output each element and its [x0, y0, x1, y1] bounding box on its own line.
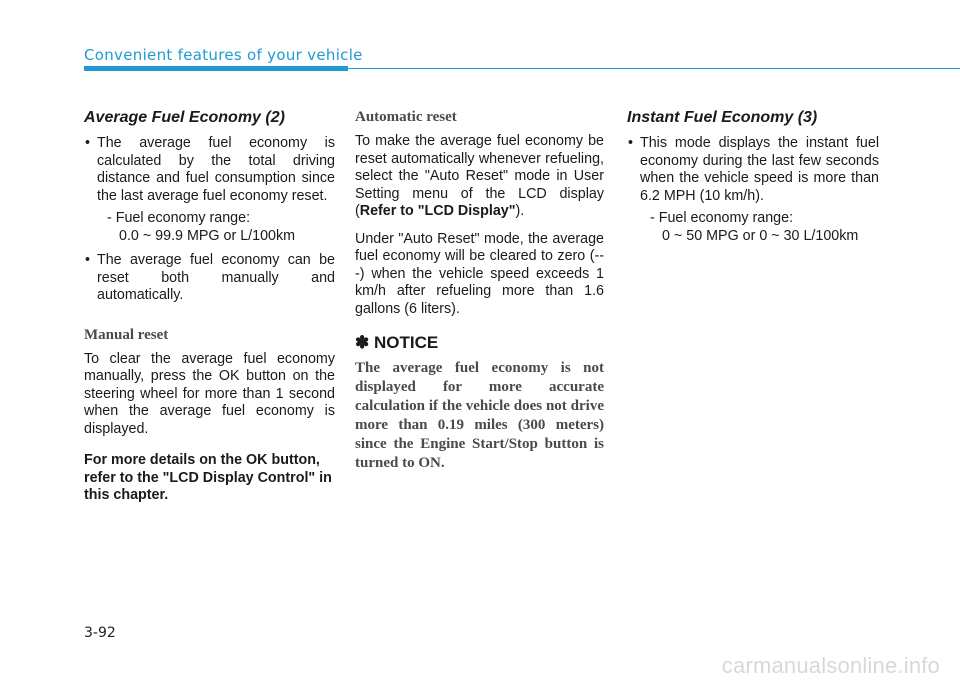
notice-icon: ✽ [355, 333, 370, 352]
list-item [627, 135, 879, 245]
notice-heading [355, 332, 604, 353]
page-number: 3-92 [84, 625, 116, 641]
range-label: - Fuel economy range: [107, 210, 251, 226]
average-fuel-economy-list [84, 135, 335, 305]
column-left [84, 108, 335, 505]
manual-reset-heading: Manual reset [84, 326, 169, 343]
lcd-display-reference: Refer to "LCD Display" [359, 203, 516, 219]
automatic-reset-text-part: To make the average fuel economy be reset automatically whenever refueling, select the "Auto Reset" mode in User Setting menu of the LCD display ( [355, 133, 604, 219]
auto-reset-mode-text: Under "Auto Reset" mode, the average fuel economy will be cleared to zero (---) when the vehicle speed exceeds 1 km/h after refueling more than 1.6 gallons (6 liters). [355, 230, 604, 317]
automatic-reset-text-part: ). [515, 203, 525, 219]
instant-fuel-economy-heading: Instant Fuel Economy (3) [627, 109, 818, 126]
watermark: carmanualsonline.info [721, 653, 940, 678]
header-accent-bar [84, 66, 348, 71]
header-rule [348, 68, 960, 69]
automatic-reset-heading: Automatic reset [355, 109, 457, 125]
manual-reset-text: To clear the average fuel economy manually, press the OK button on the steering wheel for more than 1 second when the average fuel economy is displayed. [84, 350, 335, 437]
average-fuel-economy-heading: Average Fuel Economy (2) [84, 109, 285, 126]
range-label: - Fuel economy range: [650, 210, 794, 226]
section-header-title: Convenient features of your vehicle [84, 46, 363, 64]
notice-label: NOTICE [373, 333, 439, 352]
ok-button-note: For more details on the OK button, refer to the "LCD Display Control" in this chapter. [84, 452, 332, 503]
range-value: 0 ~ 50 MPG or 0 ~ 30 L/100km [662, 227, 859, 244]
list-item [84, 135, 335, 245]
bullet-text: The average fuel economy can be reset both manually and automatically. [97, 252, 335, 303]
automatic-reset-text [355, 133, 604, 221]
instant-fuel-economy-list [627, 135, 879, 245]
range-value: 0.0 ~ 99.9 MPG or L/100km [119, 227, 296, 244]
list-item [84, 252, 335, 305]
bullet-text: This mode displays the instant fuel economy during the last few seconds when the vehicle speed is more than 6.2 MPH (10 km/h). [640, 135, 879, 204]
column-right [627, 108, 879, 252]
notice-text: The average fuel economy is not displayed for more accurate calculation if the vehicle does not drive more than 0.19 miles (300 meters) since the Engine Start/Stop button is turned to ON. [355, 360, 604, 471]
bullet-text: The average fuel economy is calculated by the total driving distance and fuel consumption since the last average fuel economy reset. [97, 135, 335, 204]
column-middle [355, 108, 604, 473]
